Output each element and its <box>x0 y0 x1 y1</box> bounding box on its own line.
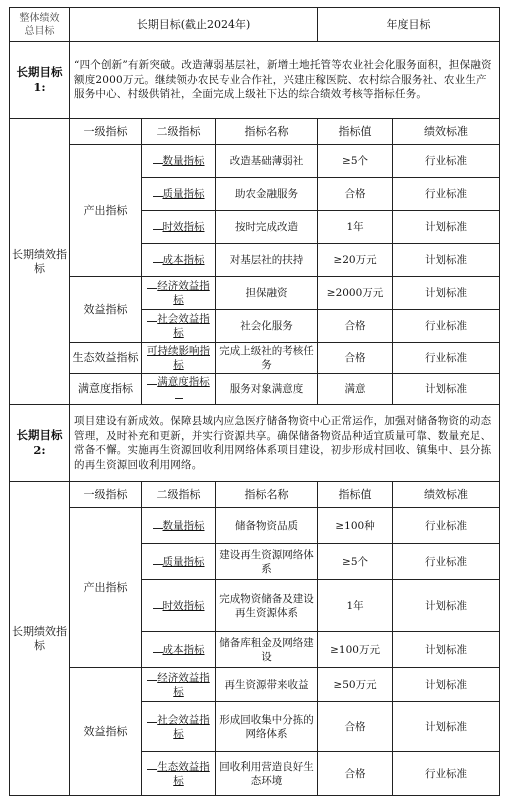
indicator-value-cell: 满意 <box>318 374 393 405</box>
goal2-label: 长期目标2: <box>10 405 70 482</box>
standard-cell: 行业标准 <box>393 343 500 374</box>
indicator-value-cell: 1年 <box>318 580 393 632</box>
indicator-name-cell: 助农金融服务 <box>216 178 318 211</box>
benefit-indicator-label: 效益指标 <box>70 668 142 796</box>
level2-cell: 数量指标 <box>142 145 216 178</box>
indicator-name-cell: 担保融资 <box>216 277 318 310</box>
indicator-value-cell: ≥100种 <box>318 508 393 544</box>
section1-header-row <box>10 119 500 145</box>
level2-cell: 社会效益指标 <box>142 310 216 343</box>
table-row <box>10 277 500 310</box>
standard-cell: 计划标准 <box>393 244 500 277</box>
level2-header: 二级指标 <box>142 119 216 145</box>
name-header: 指标名称 <box>216 482 318 508</box>
indicator-name-cell: 按时完成改造 <box>216 211 318 244</box>
standard-cell: 行业标准 <box>393 544 500 580</box>
standard-cell: 行业标准 <box>393 178 500 211</box>
level1-header: 一级指标 <box>70 482 142 508</box>
level2-cell: 数量指标 <box>142 508 216 544</box>
level1-header: 一级指标 <box>70 119 142 145</box>
level2-cell: 成本指标 <box>142 632 216 668</box>
indicator-value-cell: 合格 <box>318 178 393 211</box>
level2-cell: 社会效益指标 <box>142 702 216 752</box>
table-row <box>10 508 500 544</box>
indicator-name-cell: 对基层社的扶持 <box>216 244 318 277</box>
section1-label: 长期绩效指标 <box>10 119 70 405</box>
goal1-row <box>10 42 500 119</box>
indicator-value-cell: 合格 <box>318 310 393 343</box>
indicator-name-cell: 完成上级社的考核任务 <box>216 343 318 374</box>
level2-cell: 时效指标 <box>142 211 216 244</box>
goal1-text: “四个创新”有新突破。改造薄弱基层社，新增土地托管等农业社会化服务面积，担保融资额度2000万元。继续领办农民专业合作社，兴建庄稼医院、农村综合服务社、农业生产服务中心、村级供销社，全面完成上级社下达的综合绩效考核等指标任务。 <box>70 42 500 119</box>
indicator-name-cell: 回收利用营造良好生态环境 <box>216 752 318 796</box>
standard-cell: 计划标准 <box>393 374 500 405</box>
overall-goal-header: 整体绩效 总目标 <box>10 8 70 42</box>
indicator-name-cell: 再生资源带来收益 <box>216 668 318 702</box>
eco-indicator-label: 生态效益指标 <box>70 343 142 374</box>
longterm-goal-header: 长期目标(截止2024年) <box>70 8 318 42</box>
section2-header-row <box>10 482 500 508</box>
indicator-value-cell: 合格 <box>318 702 393 752</box>
goal1-label: 长期目标1: <box>10 42 70 119</box>
output-indicator-label: 产出指标 <box>70 145 142 277</box>
section2-label: 长期绩效指标 <box>10 482 70 796</box>
goal2-row <box>10 405 500 482</box>
indicator-name-cell: 完成物资储备及建设再生资源体系 <box>216 580 318 632</box>
standard-cell: 计划标准 <box>393 211 500 244</box>
standard-cell: 行业标准 <box>393 145 500 178</box>
standard-header: 绩效标准 <box>393 482 500 508</box>
indicator-value-cell: ≥100万元 <box>318 632 393 668</box>
indicator-value-cell: 合格 <box>318 343 393 374</box>
level2-cell: 时效指标 <box>142 580 216 632</box>
benefit-indicator-label: 效益指标 <box>70 277 142 343</box>
level2-cell: 质量指标 <box>142 544 216 580</box>
indicator-name-cell: 社会化服务 <box>216 310 318 343</box>
standard-cell: 行业标准 <box>393 310 500 343</box>
header-row <box>10 8 500 42</box>
standard-header: 绩效标准 <box>393 119 500 145</box>
table-row <box>10 668 500 702</box>
performance-table <box>9 7 500 796</box>
level2-cell: 经济效益指标 <box>142 277 216 310</box>
table-row <box>10 343 500 374</box>
indicator-value-cell: ≥5个 <box>318 145 393 178</box>
satisfaction-indicator-label: 满意度指标 <box>70 374 142 405</box>
indicator-value-cell: ≥50万元 <box>318 668 393 702</box>
level2-cell: 经济效益指标 <box>142 668 216 702</box>
level2-cell: 质量指标 <box>142 178 216 211</box>
standard-cell: 计划标准 <box>393 632 500 668</box>
indicator-value-cell: ≥2000万元 <box>318 277 393 310</box>
value-header: 指标值 <box>318 119 393 145</box>
standard-cell: 行业标准 <box>393 752 500 796</box>
level2-cell: 生态效益指标 <box>142 752 216 796</box>
standard-cell: 计划标准 <box>393 277 500 310</box>
table-row <box>10 145 500 178</box>
level2-cell: 满意度指标 <box>142 374 216 405</box>
indicator-name-cell: 服务对象满意度 <box>216 374 318 405</box>
output-indicator-label: 产出指标 <box>70 508 142 668</box>
indicator-value-cell: 合格 <box>318 752 393 796</box>
indicator-name-cell: 改造基础薄弱社 <box>216 145 318 178</box>
indicator-value-cell: 1年 <box>318 211 393 244</box>
standard-cell: 行业标准 <box>393 508 500 544</box>
standard-cell: 计划标准 <box>393 668 500 702</box>
table-row <box>10 374 500 405</box>
indicator-name-cell: 储备库租金及网络建设 <box>216 632 318 668</box>
value-header: 指标值 <box>318 482 393 508</box>
standard-cell: 计划标准 <box>393 580 500 632</box>
annual-goal-header: 年度目标 <box>318 8 500 42</box>
goal2-text: 项目建设有新成效。保障县域内应急医疗储备物资中心正常运作，加强对储备物资的动态管理，及时补充和更新，并实行资源共享。确保储备物资品种适宜质量可靠、数量充足、常备不懈。实施再生资源回收利用网络体系项目建设，初步形成村回收、镇集中、县分拣的再生资源回收利用网络。 <box>70 405 500 482</box>
indicator-name-cell: 形成回收集中分拣的网络体系 <box>216 702 318 752</box>
indicator-value-cell: ≥5个 <box>318 544 393 580</box>
indicator-name-cell: 建设再生资源网络体系 <box>216 544 318 580</box>
standard-cell: 计划标准 <box>393 702 500 752</box>
level2-header: 二级指标 <box>142 482 216 508</box>
name-header: 指标名称 <box>216 119 318 145</box>
level2-cell: 成本指标 <box>142 244 216 277</box>
level2-cell: 可持续影响指标 <box>142 343 216 374</box>
indicator-value-cell: ≥20万元 <box>318 244 393 277</box>
indicator-name-cell: 储备物资品质 <box>216 508 318 544</box>
